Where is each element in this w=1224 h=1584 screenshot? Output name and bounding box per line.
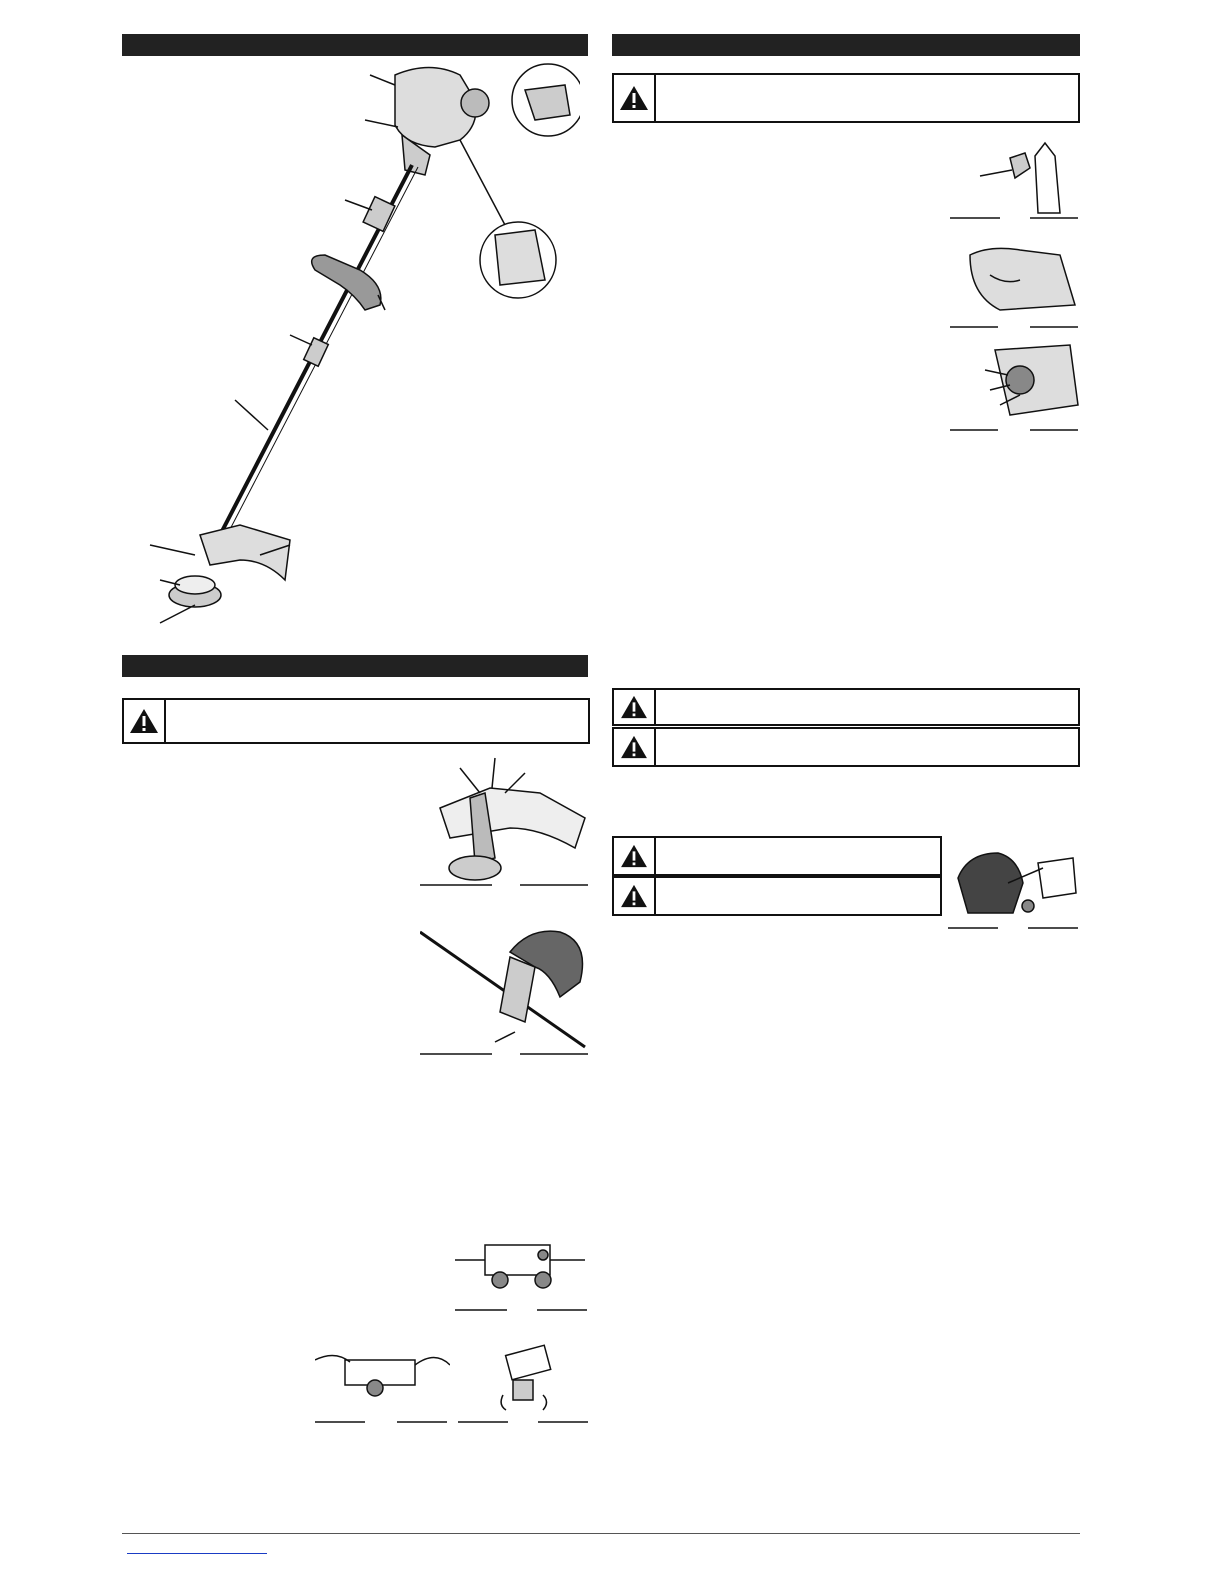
warning-triangle-icon (620, 735, 648, 759)
warning-text (656, 690, 1078, 724)
fuel-mix-illustration (948, 838, 1080, 930)
warning-triangle-icon (620, 844, 648, 868)
warning-icon-cell (614, 690, 656, 724)
fuel-cap-illustration (950, 335, 1080, 433)
warning-box-middle-right-4 (612, 876, 942, 916)
fuel-tank-illustration (950, 235, 1080, 330)
warning-box-top-right (612, 73, 1080, 123)
coupler-hands-illustration (315, 1340, 450, 1425)
warning-icon-cell (614, 838, 656, 874)
warning-text (656, 838, 940, 874)
coupler-rotate-illustration (458, 1340, 590, 1425)
coupler-illustration (455, 1235, 590, 1313)
section-header-top-left (122, 34, 588, 56)
warning-box-middle-right-2 (612, 727, 1080, 767)
warning-triangle-icon (620, 884, 648, 908)
oil-bottle-illustration (950, 138, 1080, 220)
warning-box-middle-right-1 (612, 688, 1080, 726)
warning-icon-cell (614, 75, 656, 121)
handle-assembly-illustration (420, 912, 590, 1057)
section-header-bottom-left (122, 655, 588, 677)
warning-text (166, 700, 588, 742)
warning-triangle-icon (129, 708, 159, 734)
warning-icon-cell (124, 700, 166, 742)
trimmer-overview-illustration (140, 55, 580, 630)
warning-text (656, 729, 1078, 765)
guard-assembly-illustration (420, 748, 590, 888)
warning-triangle-icon (620, 695, 648, 719)
warning-box-bottom-left (122, 698, 590, 744)
warning-text (656, 878, 940, 914)
footer-divider (122, 1533, 1080, 1534)
warning-icon-cell (614, 729, 656, 765)
section-header-top-right (612, 34, 1080, 56)
warning-box-middle-right-3 (612, 836, 942, 876)
warning-triangle-icon (619, 85, 649, 111)
warning-text (656, 75, 1078, 121)
footer-link[interactable] (127, 1553, 267, 1554)
warning-icon-cell (614, 878, 656, 914)
